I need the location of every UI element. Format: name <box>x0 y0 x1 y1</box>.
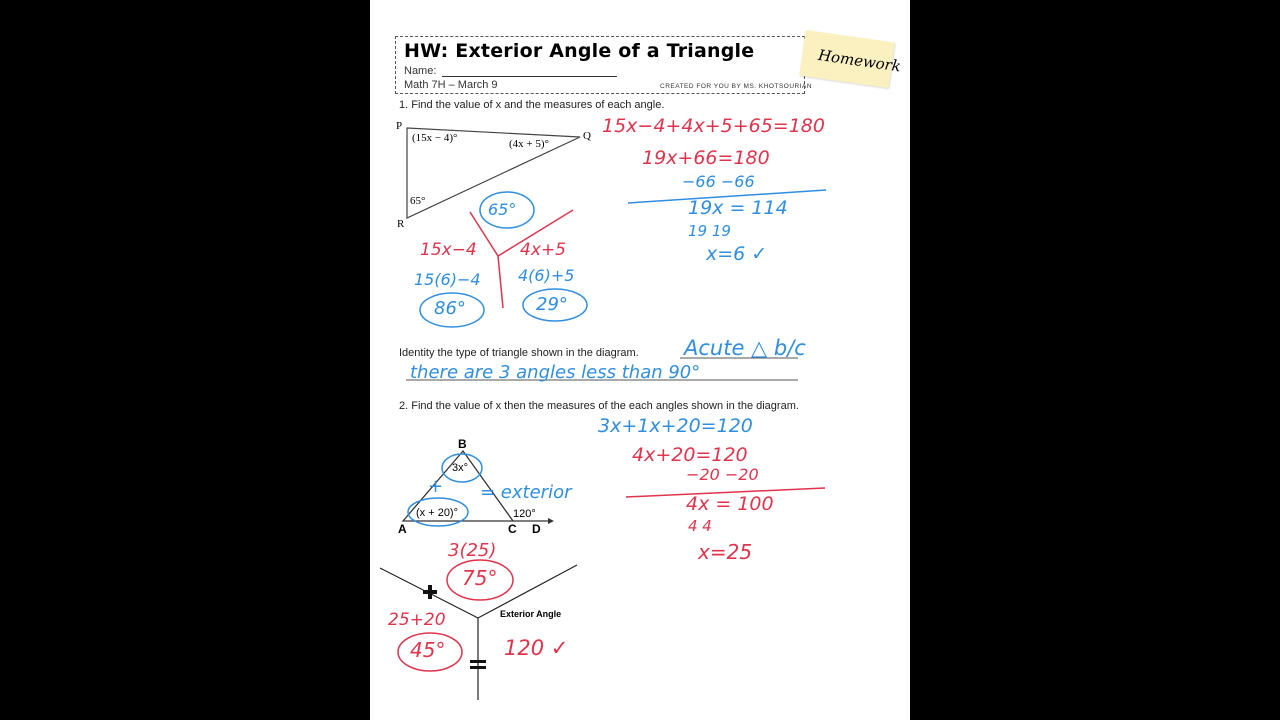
q2-prompt: 2. Find the value of x then the measures of the each angles shown in the diagram. <box>399 400 799 412</box>
credit: CREATED FOR YOU BY MS. KHOTSOURIAN <box>660 83 813 90</box>
angle-p: (15x − 4)° <box>412 132 458 144</box>
q1-prompt: 1. Find the value of x and the measures of each angle. <box>399 99 665 111</box>
q2-work-6: x=25 <box>698 540 753 564</box>
q2-top-sub: 3(25) <box>448 540 497 561</box>
identify-answer-line2: there are 3 angles less than 90° <box>410 362 701 383</box>
exterior-angle-label: Exterior Angle <box>500 609 562 619</box>
angle-b: 3x° <box>452 462 469 474</box>
vertex-q: Q <box>583 130 591 142</box>
q1-right-expr: 4x+5 <box>520 240 566 260</box>
vertex-d: D <box>532 522 541 536</box>
q1-work-3: −66 −66 <box>682 172 755 191</box>
angle-ext: 120° <box>513 508 536 520</box>
q1-work-1: 15x−4+4x+5+65=180 <box>602 115 825 137</box>
q1-work-2: 19x+66=180 <box>642 147 770 169</box>
q2-work-3: −20 −20 <box>686 465 759 484</box>
q2-left-val: 45° <box>410 638 446 662</box>
vertex-r: R <box>397 218 405 230</box>
q1-right-val: 29° <box>536 294 568 315</box>
sticky-note-text: Homework <box>817 46 903 76</box>
worksheet-title: HW: Exterior Angle of a Triangle <box>404 40 755 62</box>
vertex-p: P <box>396 120 403 132</box>
q1-top-angle: 65° <box>488 200 517 219</box>
angle-a: (x + 20)° <box>416 507 458 519</box>
q2-top-val: 75° <box>462 566 498 590</box>
identify-prompt: Identity the type of triangle shown in the diagram. <box>399 347 639 359</box>
q1-work-5: 19 19 <box>688 222 731 240</box>
vertex-a: A <box>398 522 407 536</box>
diagram-lines <box>370 0 910 720</box>
q1-left-val: 86° <box>434 298 466 319</box>
q2-work-1: 3x+1x+20=120 <box>598 415 753 437</box>
q2-work-4: 4x = 100 <box>686 493 774 515</box>
q1-left-sub: 15(6)−4 <box>414 270 481 289</box>
q2-left-sub: 25+20 <box>388 610 446 630</box>
q2-work-5: 4 4 <box>688 517 712 535</box>
worksheet-page <box>370 0 910 720</box>
q1-right-sub: 4(6)+5 <box>518 266 575 285</box>
q1-left-expr: 15x−4 <box>420 240 477 260</box>
exterior-note: = exterior <box>480 482 572 503</box>
angle-r: 65° <box>410 195 426 207</box>
plus-note: + <box>428 476 444 497</box>
vertex-b: B <box>458 437 467 451</box>
q1-work-4: 19x = 114 <box>688 197 788 219</box>
class-date: Math 7H – March 9 <box>404 79 498 91</box>
q1-work-6: x=6 ✓ <box>706 243 768 265</box>
q2-work-2: 4x+20=120 <box>632 444 748 466</box>
vertex-c: C <box>508 522 517 536</box>
identify-answer: Acute △ b/c <box>684 336 806 360</box>
q2-ext-val: 120 ✓ <box>504 636 569 660</box>
name-label: Name: <box>404 65 437 77</box>
angle-q: (4x + 5)° <box>509 138 549 150</box>
